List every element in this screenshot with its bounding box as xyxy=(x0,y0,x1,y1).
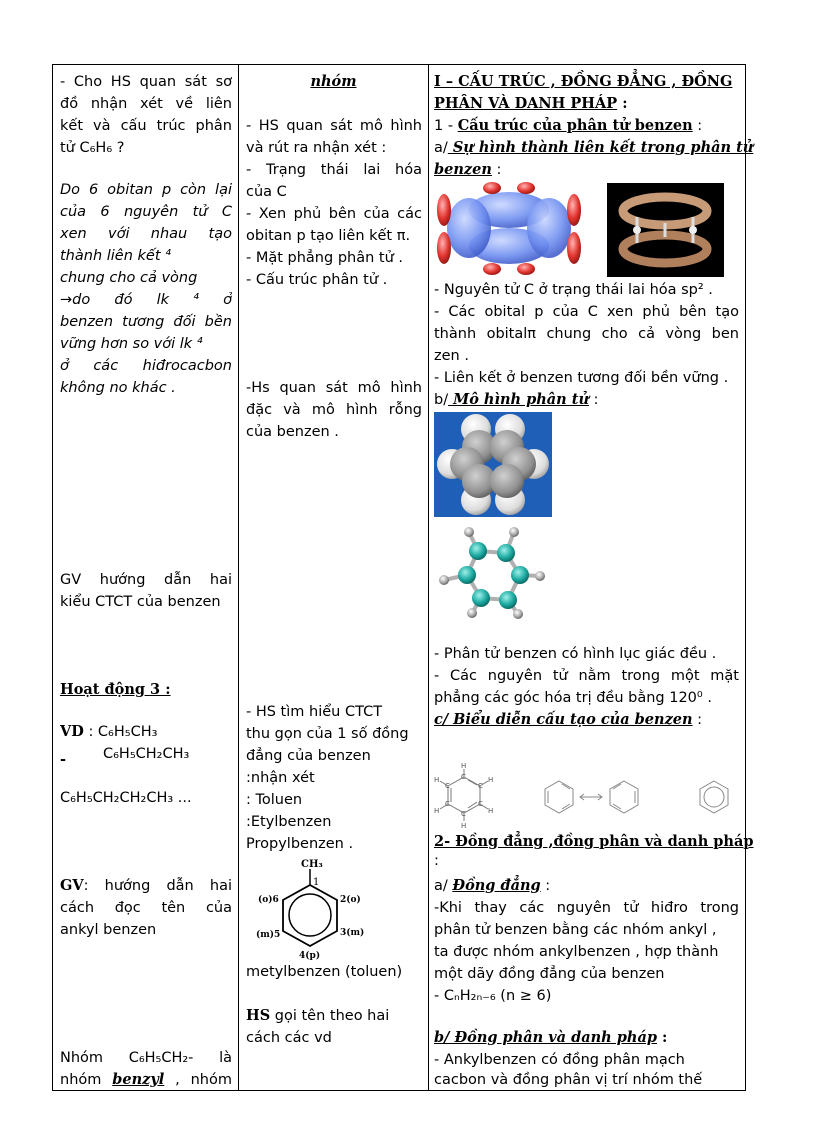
hs-label: HS xyxy=(246,1007,271,1024)
text-line: ta được nhóm ankylbenzen , hợp thành xyxy=(434,944,719,960)
heading-tail: : xyxy=(434,853,439,869)
section-title xyxy=(434,71,732,93)
text-line: phẳng các góc hóa trị đều bằng 120⁰ . xyxy=(434,690,712,706)
svg-text:C: C xyxy=(445,782,450,790)
text-line: -Khi thay các nguyên tử hiđro trong xyxy=(434,900,739,916)
text-line: Nhóm C₆H₅CH₂- là xyxy=(60,1050,232,1066)
subsection-heading xyxy=(434,1027,667,1049)
subsection-heading xyxy=(434,115,702,137)
text-line: - Phân tử benzen có hình lục giác đều . xyxy=(434,646,717,662)
text-line: Propylbenzen . xyxy=(246,836,354,852)
section-title xyxy=(434,93,628,115)
text-line: benzen tương đối bền xyxy=(60,314,232,330)
heading-tail: : xyxy=(692,712,703,728)
heading-text: Đồng đẳng xyxy=(452,877,541,894)
svg-text:C: C xyxy=(461,773,466,781)
svg-text:H: H xyxy=(488,776,494,784)
text-line: -Hs quan sát mô hình xyxy=(246,380,422,396)
example-formula: C₆H₅CH₂CH₂CH₃ ... xyxy=(60,790,192,806)
text-line: của 6 nguyên tử C xyxy=(60,204,232,220)
benzene-structural-formulas xyxy=(434,761,739,831)
position-label: 2(o) xyxy=(340,895,361,905)
text-line: :nhận xét xyxy=(246,770,315,786)
text-line: - Nguyên tử C ở trạng thái lai hóa sp² . xyxy=(434,282,713,298)
column-head: nhóm xyxy=(310,73,357,90)
text-line: tử C₆H₆ ? xyxy=(60,140,125,156)
text-line: và rút ra nhận xét : xyxy=(246,140,387,156)
heading-tail: : xyxy=(692,118,703,134)
subsection-heading xyxy=(434,709,702,731)
gv-label: GV xyxy=(60,877,84,894)
position-label: (o)6 xyxy=(258,895,279,905)
heading-tail: : xyxy=(589,392,599,408)
example-formula: C₆H₅CH₂CH₃ xyxy=(103,746,190,762)
text-line: đồ nhận xét về liên xyxy=(60,96,232,112)
heading-tail: : xyxy=(491,162,502,178)
text-line: kiểu CTCT của benzen xyxy=(60,594,221,610)
position-label: (m)5 xyxy=(256,930,281,940)
text-line: ở các hiđrocacbon xyxy=(60,358,232,374)
dash: - xyxy=(60,751,67,768)
text-line: :Etylbenzen xyxy=(246,814,332,830)
text-line: - Liên kết ở benzen tương đối bền vững . xyxy=(434,370,729,386)
space-filling-model-image xyxy=(434,412,552,517)
subsection-heading xyxy=(434,875,550,897)
heading-prefix: a/ xyxy=(434,140,448,156)
ch3-label: CH₃ xyxy=(301,859,323,870)
heading-text: Sự hình thành liên kết trong phân tử xyxy=(447,139,754,156)
heading-text: c/ Biểu diễn cấu tạo của benzen xyxy=(434,711,693,728)
position-label: 4(p) xyxy=(299,951,321,961)
text-line: đặc và mô hình rỗng xyxy=(246,402,422,418)
toluene-structure-figure xyxy=(239,855,428,965)
content-column xyxy=(429,65,754,1090)
text-line: không no khác . xyxy=(60,380,176,396)
text-line: - Các nguyên tử nằm trong một mặt xyxy=(434,668,739,684)
heading-prefix: b/ xyxy=(434,392,449,408)
heading-text: b/ Đồng phân và danh pháp xyxy=(434,1029,657,1046)
svg-text:H: H xyxy=(461,822,467,830)
heading-prefix: 1 - xyxy=(434,118,458,134)
text-part: , nhóm xyxy=(175,1072,232,1088)
text-line: đẳng của benzen xyxy=(246,748,371,764)
heading-text: Mô hình phân tử xyxy=(448,391,590,408)
lesson-table xyxy=(52,64,754,1091)
text-part: gọi tên theo hai xyxy=(274,1008,390,1024)
activity-heading: Hoạt động 3 : xyxy=(60,681,171,698)
text-line: xen với nhau tạo xyxy=(60,226,232,242)
title-line: PHÂN VÀ DANH PHÁP xyxy=(434,95,618,112)
text-line: - Các obital p của C xen phủ bên tạo xyxy=(434,304,739,320)
subsection-heading xyxy=(434,831,754,853)
svg-text:H: H xyxy=(488,807,494,815)
text-line: cacbon và đồng phân vị trí nhóm thế xyxy=(434,1072,703,1088)
text-line: - HS tìm hiểu CTCT xyxy=(246,704,383,720)
text-line: của C xyxy=(246,184,287,200)
text-line: - Mặt phẳng phân tử . xyxy=(246,250,403,266)
gv-text: : hướng dẫn hai xyxy=(83,878,232,894)
pi-cloud-model-image xyxy=(607,183,724,277)
ball-and-stick-model-image xyxy=(434,520,554,620)
text-line: - HS quan sát mô hình xyxy=(246,118,422,134)
text-line: thành liên kết ⁴ xyxy=(60,248,171,264)
subsection-heading xyxy=(434,159,501,181)
text-line: cách đọc tên của xyxy=(60,900,232,916)
svg-text:H: H xyxy=(434,807,440,815)
student-activity-column xyxy=(239,65,429,1090)
example-formula: : C₆H₅CH₃ xyxy=(88,724,158,740)
text-line: ankyl benzen xyxy=(60,922,157,938)
text-line: một dãy đồng đẳng của benzen xyxy=(434,966,665,982)
text-line: - Trạng thái lai hóa xyxy=(246,162,422,178)
text-line: Do 6 obitan p còn lại xyxy=(60,182,232,198)
text-line: : Toluen xyxy=(246,792,303,808)
text-line: thu gọn của 1 số đồng xyxy=(246,726,409,742)
title-line: I – CẤU TRÚC , ĐỒNG ĐẲNG , ĐỒNG xyxy=(434,73,733,90)
title-tail: : xyxy=(617,95,628,112)
figure-caption: metylbenzen (toluen) xyxy=(246,964,403,980)
svg-text:C: C xyxy=(478,782,483,790)
heading-text: Cấu trúc của phân tử benzen xyxy=(457,117,693,134)
subsection-heading xyxy=(434,389,599,411)
svg-text:C: C xyxy=(445,800,450,808)
text-line xyxy=(60,1069,232,1091)
svg-text:C: C xyxy=(461,810,466,818)
heading-text: 2- Đồng đẳng ,đồng phân và danh pháp xyxy=(434,833,754,850)
teacher-activity-column xyxy=(53,65,239,1090)
text-line xyxy=(246,1005,389,1027)
formula-line: - CₙH₂ₙ₋₆ (n ≥ 6) xyxy=(434,988,552,1004)
text-line: obitan p tạo liên kết π. xyxy=(246,228,411,244)
text-line: - Xen phủ bên của các xyxy=(246,206,422,222)
heading-tail: : xyxy=(656,1029,668,1046)
heading-text: benzen xyxy=(434,161,492,178)
text-line: GV hướng dẫn hai xyxy=(60,572,232,588)
text-line: →do đó lk ⁴ ở xyxy=(60,292,232,308)
text-line: của benzen . xyxy=(246,424,339,440)
svg-text:C: C xyxy=(478,800,483,808)
svg-text:H: H xyxy=(434,776,440,784)
text-line: vững hơn so với lk ⁴ xyxy=(60,336,203,352)
text-line: cách các vd xyxy=(246,1030,332,1046)
position-label: 3(m) xyxy=(340,928,365,938)
text-part: nhóm xyxy=(60,1072,102,1088)
text-line: - Ankylbenzen có đồng phân mạch xyxy=(434,1052,685,1068)
text-line: zen . xyxy=(434,348,469,364)
text-line xyxy=(60,875,232,897)
position-label: 1 xyxy=(313,877,320,888)
text-line: chung cho cả vòng xyxy=(60,270,198,286)
text-line: phân tử benzen bằng các nhóm ankyl , xyxy=(434,922,717,938)
text-line: - Cấu trúc phân tử . xyxy=(246,272,388,288)
example-line xyxy=(60,721,157,743)
heading-tail: : xyxy=(540,878,551,894)
svg-text:H: H xyxy=(461,762,467,770)
text-line: - Cho HS quan sát sơ xyxy=(60,74,232,90)
subsection-heading xyxy=(434,137,753,159)
benzyl-term: benzyl xyxy=(112,1071,165,1088)
heading-prefix: a/ xyxy=(434,878,453,894)
text-line: kết và cấu trúc phân xyxy=(60,118,232,134)
vd-label: VD xyxy=(60,723,84,740)
pi-orbital-overlap-image xyxy=(434,180,584,276)
text-line: thành obitalπ chung cho cả vòng ben xyxy=(434,326,739,342)
